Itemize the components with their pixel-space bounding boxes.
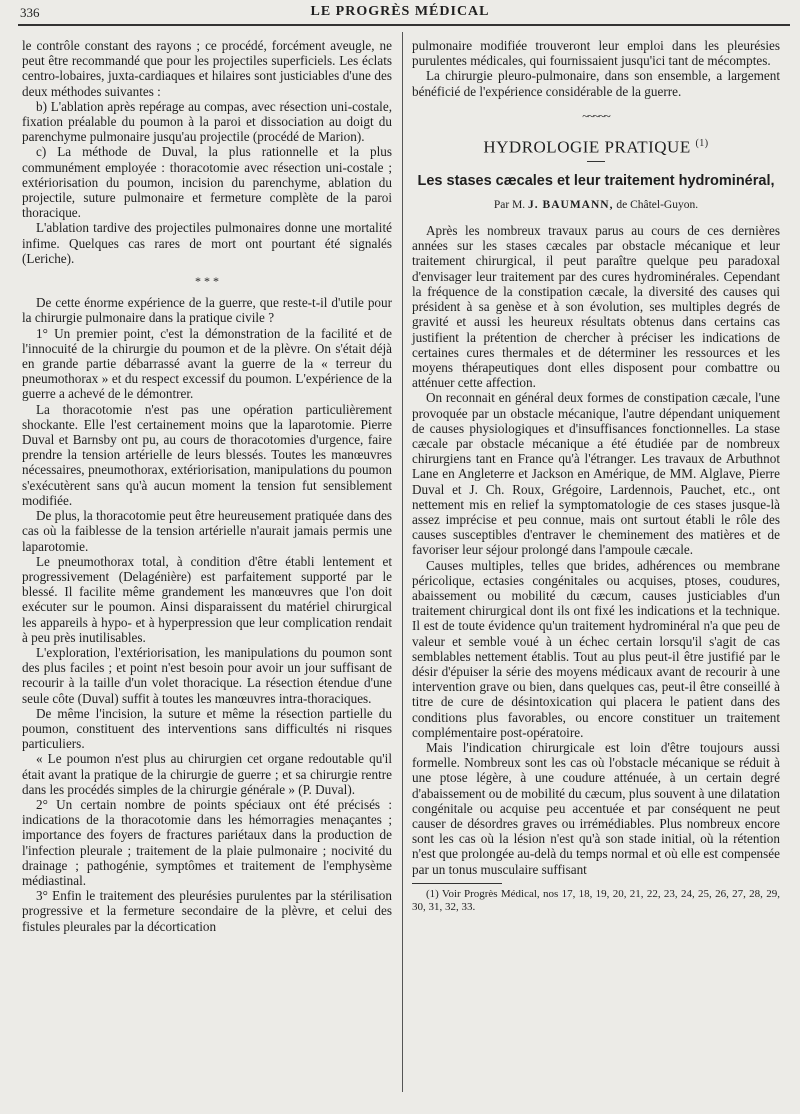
- column-divider: [402, 32, 403, 1092]
- paragraph: Après les nombreux travaux parus au cours de ces dernières années sur les stases cæcales par obstacle mécanique et leur traitement chirurgical, il peut paraître quelque peu paradoxal d'envisager leur traitement par des cures hydrominérales. Cependant la fréquence de la constipation cæcale, la diversité des causes qui président à sa genèse et à son évolution, ses multiples degrés de gravité et aussi les heureux résultats obtenus dans certains cas justifient la prétention de chercher à préciser les indications de certaines cures thermales et de déterminer les ressources et les moyens thérapeutiques dont elles disposent pour combattre ou atténuer cette affection.: [412, 223, 780, 391]
- asterism-separator: * * *: [195, 274, 219, 289]
- journal-title: LE PROGRÈS MÉDICAL: [310, 4, 490, 19]
- left-column: [22, 38, 392, 934]
- paragraph: 3° Enfin le traitement des pleurésies purulentes par la stérilisation progressive et la fermeture secondaire de la plèvre, et celui des fistules pleurales par la décortication: [22, 888, 392, 934]
- paragraph: Mais l'indication chirurgicale est loin d'être toujours aussi formelle. Nombreux sont les cas où l'obstacle mécanique se réduit à une ptose légère, à une coudure atténuée, à un certain degré d'abaissement ou de mobilité du cæcum, plus souvent à une dilatation congénitale ou acquise peu accentuée et par conséquent ne peut causer de désordres graves ou irrémédiables. Plus nombreux encore sont les cas où la lésion n'est qu'à son stade initial, où la rétention n'est que prolongée au-delà du temps normal et où elle est compensée par un tonus musculaire suffisant: [412, 739, 780, 877]
- article-title: Les stases cæcales et leur traitement hydrominéral,: [417, 172, 775, 189]
- paragraph: b) L'ablation après repérage au compas, avec résection uni-costale, fixation préalable du poumon à la paroi et dissociation au doigt du parenchyme pulmonaire jusqu'au projectile (procédé de Marion).: [22, 98, 392, 145]
- paragraph: pulmonaire modifiée trouveront leur emploi dans les pleurésies purulentes médicales, qui fournissaient jusqu'ici tant de mécomptes.: [412, 38, 780, 69]
- page-number: 336: [20, 5, 40, 20]
- footnote: (1) Voir Progrès Médical, nos 17, 18, 19, 20, 21, 22, 23, 24, 25, 26, 27, 28, 29, 30, 31, 32, 33.: [412, 887, 780, 913]
- paragraph: 1° Un premier point, c'est la démonstration de la facilité et de l'innocuité de la chirurgie du poumon et de la plèvre. On s'était déjà en grande partie débarrassé avant la guerre de la « terreur du pneumothorax » et du respect excessif du poumon. L'expérience de la guerre a achevé de le démontrer.: [22, 325, 392, 402]
- footnote-ref: (1): [695, 138, 709, 150]
- paragraph: La thoracotomie n'est pas une opération particulièrement shockante. Elle l'est certainement moins que la laparotomie. Pierre Duval et Barnsby ont pu, au cours de thoracotomies d'urgence, faire prendre la tension artérielle de leurs blessés. Toutes les manœuvres nécessaires, pneumothorax, extériorisation, manipulations du poumon s'exécutèrent sans qu'à aucun moment la tension fut sensiblement modifiée.: [22, 401, 392, 508]
- ornament-divider: ~~~~~: [582, 108, 610, 123]
- title-rule: [587, 161, 605, 162]
- paragraph: L'exploration, l'extériorisation, les manipulations du poumon sont des plus faciles ; et point n'est besoin pour avoir un jour suffisant de recourir à la taille d'un volet thoracique. La résection étendue d'une seule côte (Duval) suffit à toutes les manœuvres intra-thoraciques.: [22, 644, 392, 706]
- paragraph: Le pneumothorax total, à condition d'être établi lentement et progressivement (Delagénière) est parfaitement supporté par le blessé. Il facilite même grandement les manœuvres que l'on doit exécuter sur le poumon. Ainsi disparaissent du matériel chirurgical les appareils à hypo- et à hyperpression que leur complication rendait à peu près inutilisables.: [22, 553, 392, 645]
- paragraph: De plus, la thoracotomie peut être heureusement pratiquée dans des cas où la faiblesse de la tension artérielle n'aurait jamais permis une laparotomie.: [22, 508, 392, 554]
- paragraph: De même l'incision, la suture et même la résection partielle du poumon, constituent des interventions sans difficultés ni risques particuliers.: [22, 705, 392, 752]
- paragraph: L'ablation tardive des projectiles pulmonaires donne une mortalité infime. Quelques cas rares de mort ont pourtant été signalés (Leriche).: [22, 220, 392, 266]
- paragraph: 2° Un certain nombre de points spéciaux ont été précisés : indications de la thoracotomie dans les hémorragies menaçantes ; importance des foyers de fractures pariétaux dans la production de l'infection pleurale ; traitement de la plaie pulmonaire ; nocivité du drainage ; pathogénie, symptômes et traitement de l'emphysème médiastinal.: [22, 796, 392, 888]
- paragraph: Causes multiples, telles que brides, adhérences ou membrane péricolique, ectasies congénitales ou acquises, ptoses, coudures, abaissement ou mobilité du cæcum, causes justiciables d'un traitement chirurgical dont ils ont fixé les indications et la technique. Il est de toute évidence qu'un traitement hydrominéral n'a que peu de valeur et semble voué à un échec certain lorsqu'il s'agit de cas semblables nettement établis. Tout au plus peut-il être justifié par le désir d'épuiser la série des moyens médicaux avant de recourir à une intervention grave ou bien, dans quelques cas, peut-il être conseillé à titre de cure de désintoxication qui placera le patient dans des conditions plus favorables, ou encore constituer un traitement complémentaire post-opératoire.: [412, 557, 780, 740]
- paragraph: De cette énorme expérience de la guerre, que reste-t-il d'utile pour la chirurgie pulmonaire dans la pratique civile ?: [22, 295, 392, 326]
- header-rule: [18, 24, 790, 26]
- right-column: [412, 38, 780, 914]
- paragraph: La chirurgie pleuro-pulmonaire, dans son ensemble, a largement bénéficié de l'expérience considérable de la guerre.: [412, 68, 780, 99]
- byline-prefix: Par M.: [493, 198, 526, 211]
- byline-place: de Châtel-Guyon.: [616, 198, 699, 211]
- footnote-rule: [412, 883, 502, 884]
- section-title: [412, 136, 780, 155]
- paragraph: c) La méthode de Duval, la plus rationnelle et la plus communément employée : thoracotomie avec résection uni-costale ; extériorisation du poumon, incision du parenchyme, ablation du projectile, suture pulmonaire et fermeture complète de la paroi thoracique.: [22, 144, 392, 221]
- page-header: [0, 0, 800, 26]
- paragraph: le contrôle constant des rayons ; ce procédé, forcément aveugle, ne peut être recommandé que pour les projectiles superficiels. Les éclats centro-lobaires, juxta-cardiaques et hilaires sont justiciables d'une des deux méthodes suivantes :: [22, 38, 392, 99]
- section-title-text: HYDROLOGIE PRATIQUE: [483, 137, 691, 157]
- byline-author: J. BAUMANN,: [528, 198, 614, 211]
- paragraph: « Le poumon n'est plus au chirurgien cet organe redoutable qu'il était avant la pratique de la chirurgie de guerre ; et sa chirurgie rentre dans les procédés simples de la chirurgie générale » (P. Duval).: [22, 751, 392, 797]
- byline: [412, 198, 780, 213]
- paragraph: On reconnait en général deux formes de constipation cæcale, l'une provoquée par un obstacle mécanique, l'autre dépendant uniquement de causes physiologiques et d'insuffisances fonctionnelles. La stase cæcale par obstacle mécanique a été étudiée par de nombreux chirurgiens tant en France qu'à l'étranger. Les travaux de Arbuthnot Lane en Angleterre et Jackson en Amérique, de MM. Alglave, Pierre Duval et J. Ch. Roux, Grégoire, Lardennois, Pauchet, etc., ont nettement mis en relief la symptomatologie de ces stases jusque-là assez imprécise et peu connue, mais ont surtout établi le rôle des causes susceptibles d'entraver le cheminement des matières et de favoriser leur séjour prolongé dans l'ampoule cæcale.: [412, 390, 780, 558]
